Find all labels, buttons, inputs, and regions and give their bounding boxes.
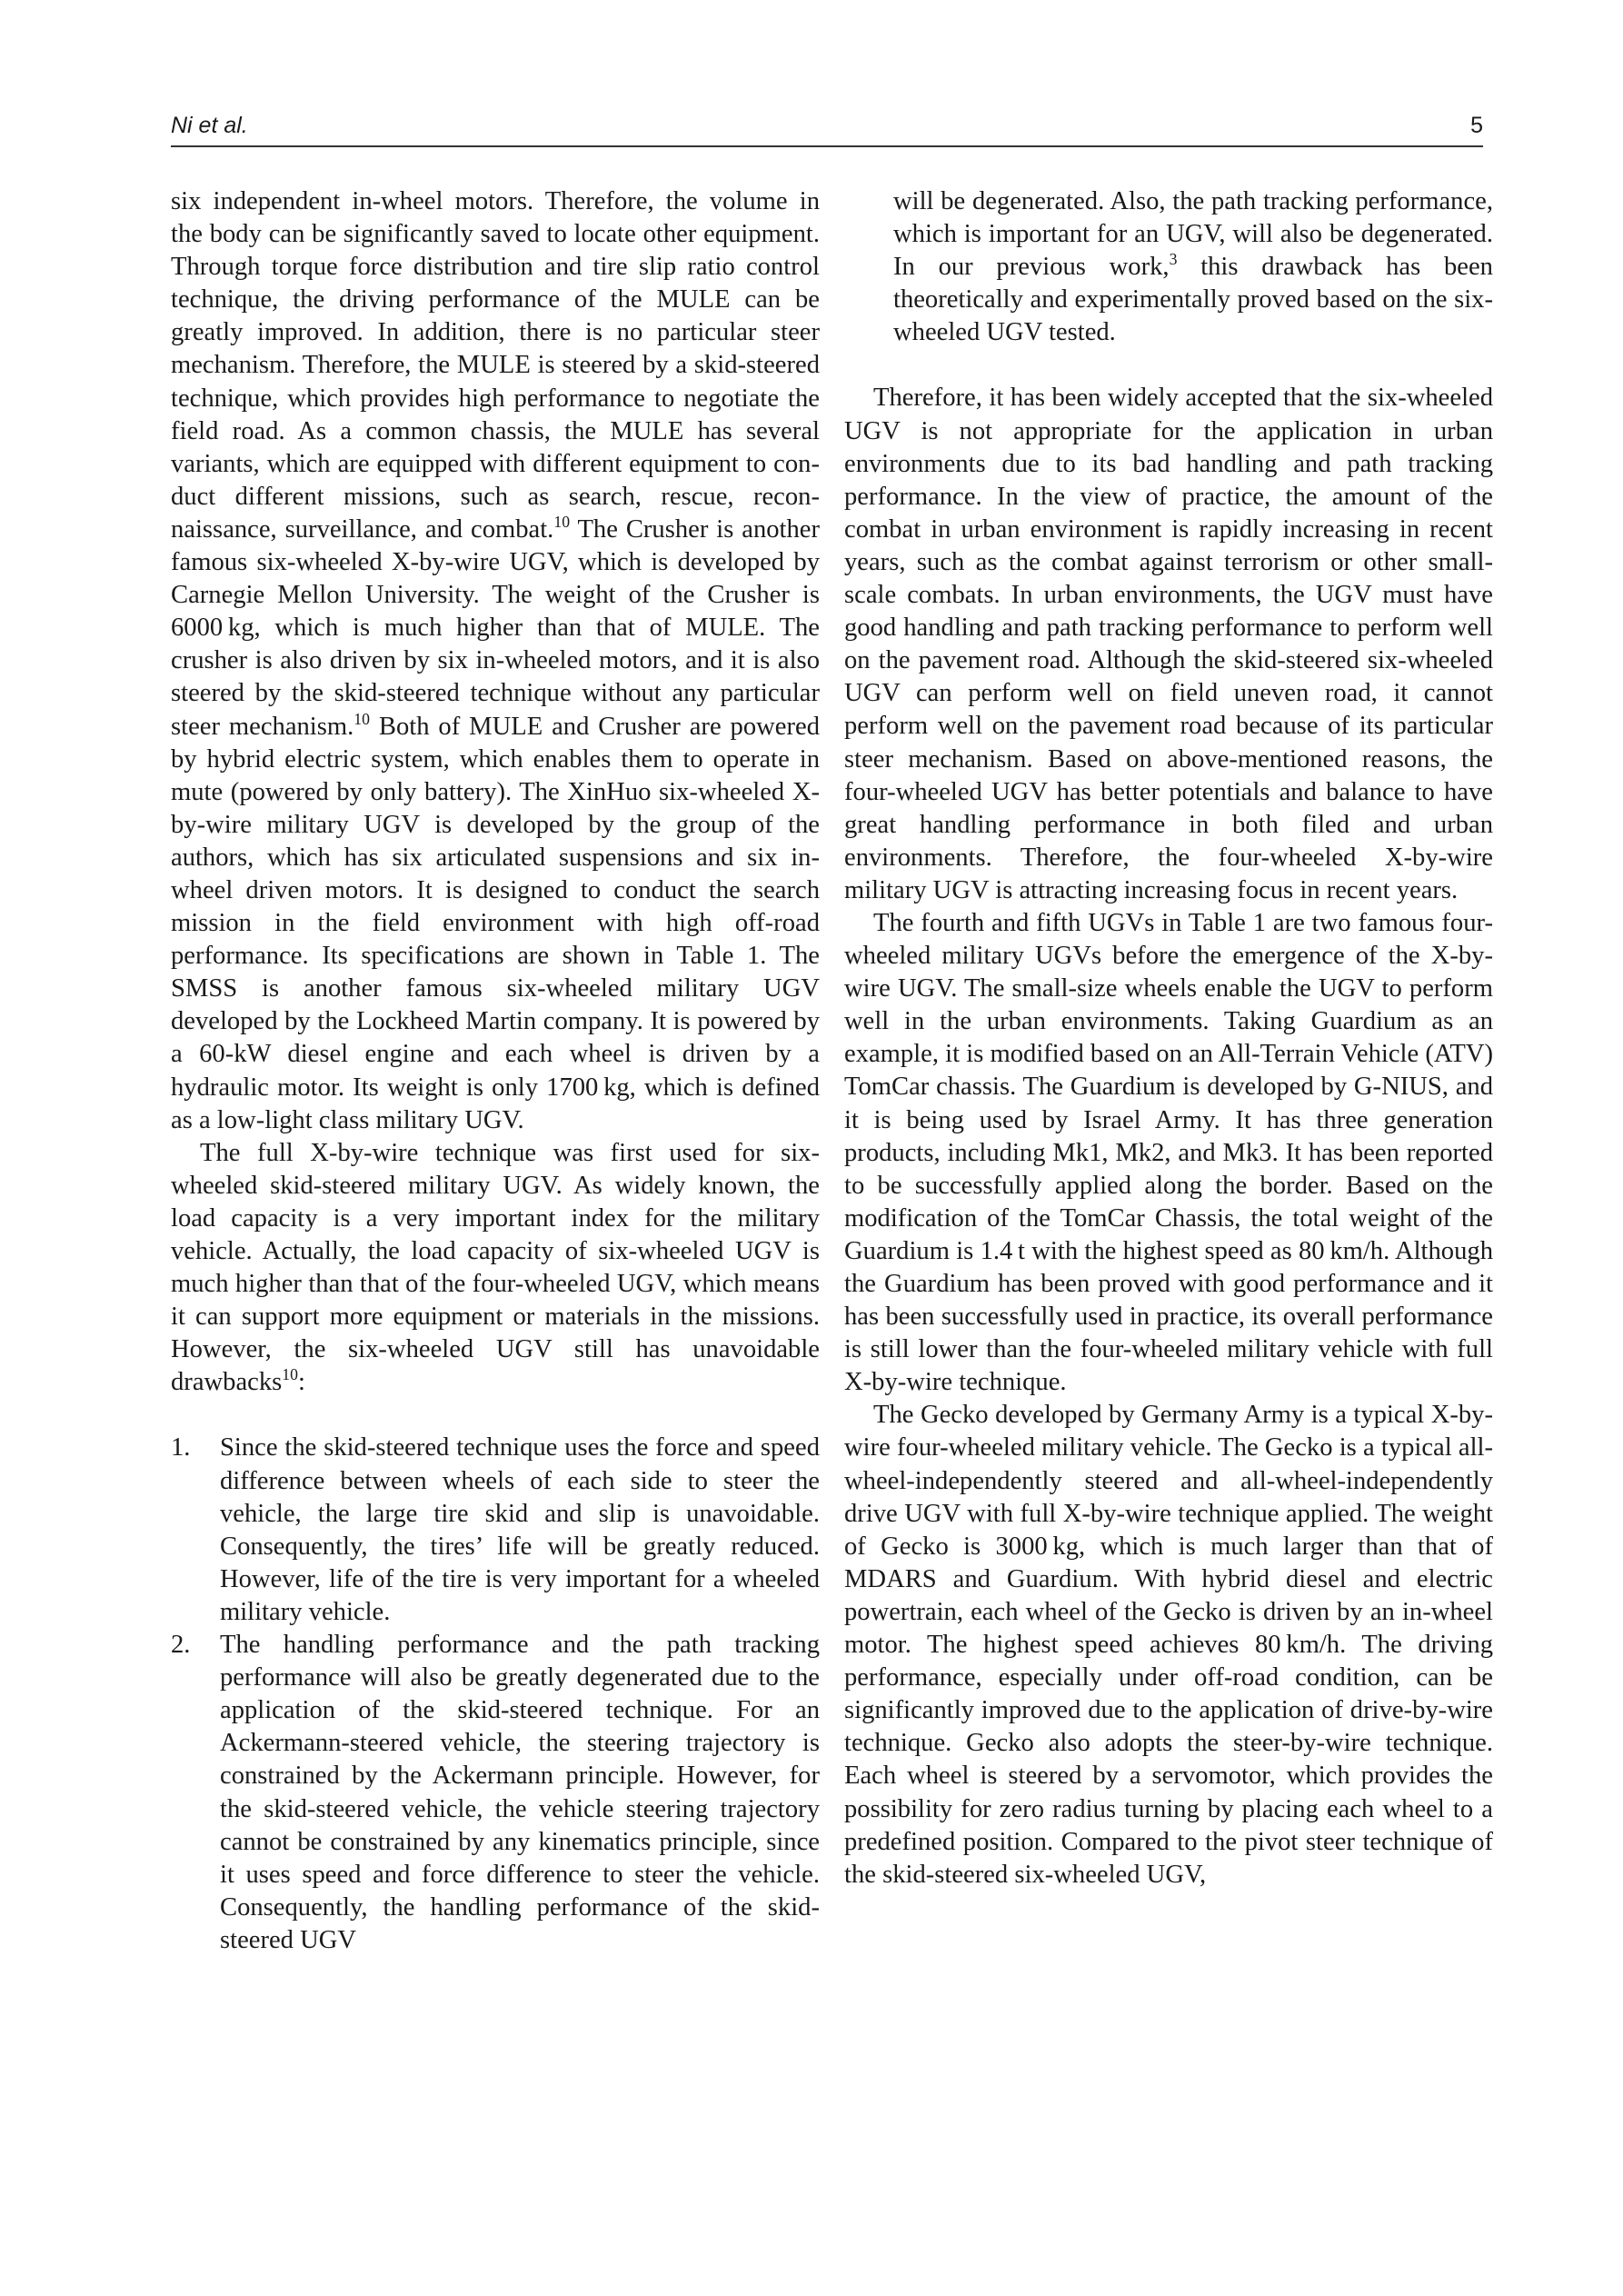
list-item-text: Since the skid-steered technique uses the force and speed difference between wheels of each side to steer the vehicle, the large tire skid and slip is unavoidable. Consequently, the tires’ life will be greatly reduced. However, life of the tire is very important for a wheeled military vehicle. [220,1433,820,1626]
list-item-number: 2. [171,1631,191,1660]
running-header [171,111,1483,147]
reference-citation: 10 [282,1365,298,1384]
paragraph-text: this drawback has been theoretically and experimentally proved based on the six-wheeled UGV tested. [893,253,1493,347]
reference-citation: 10 [553,512,571,531]
body-paragraph: The fourth and fifth UGVs in Table 1 are two famous four-wheeled military UGVs before the emergence of the X-by-wire UGV. The small-size wheels enable the UGV to perform well in the urban environments. Taking Guardium as an example, it is modified based on an All-Terrain Vehicle (ATV) TomCar chassis. The Guardium is developed by G-NIUS, and it is being used by Israel Army. It has three generation products, including Mk1, Mk2, and Mk3. It has been reported to be successfully applied along the border. Based on the modification of the TomCar Chassis, the total weight of the Guardium is 1.4 t with the highest speed as 80 km/h. Although the Guardium has been proved with good performance and it has been successfully used in practice, its overall performance is still lower than the four-wheeled military vehicle with full X-by-wire technique. [844,908,1493,1397]
body-paragraph [171,1137,820,1400]
reference-citation: 3 [1169,250,1178,269]
page-number: 5 [1470,113,1483,138]
reference-citation: 10 [353,709,370,728]
list-item-number: 1. [171,1433,191,1462]
list-item [171,1432,820,1629]
right-column [844,185,1493,1892]
list-end-spacing [844,349,1493,382]
paragraph-text: six independent in-wheel motors. Therefore, the volume in the body can be significantly saved to locate other equipment. Through torque force distribution and tire slip ratio control technique, the driving performance of the MULE can be greatly improved. In addition, there is no particular steer mechanism. Therefore, the MULE is steered by a skid-steered technique, which provides high performance to negotiate the field road. As a common chassis, the MULE has several variants, which are equipped with different equipment to conduct different missions, such as search, rescue, reconnaissance, surveillance, and combat. [171,187,820,544]
paragraph-text: : [297,1368,305,1397]
paragraph-text: will be degenerated. Also, the path tracking performance, which is important for an UGV, will also be degenerated. In our previous work, [893,187,1493,282]
running-head-authors: Ni et al. [171,113,248,138]
left-column [171,185,820,1957]
list-item-continuation [844,185,1493,349]
list-item [171,1629,820,1957]
list-item-text: The handling performance and the path tracking performance will also be greatly degenerated due to the application of the skid-steered technique. For an Ackermann-steered vehicle, the steering trajectory is constrained by the Ackermann principle. However, for the skid-steered vehicle, the vehicle steering trajectory cannot be constrained by any kinematics principle, since it uses speed and force difference to steer the vehicle. Consequently, the handling performance of the skid-steered UGV [220,1631,820,1954]
drawbacks-list [171,1432,820,1957]
body-paragraph: Therefore, it has been widely accepted that the six-wheeled UGV is not appropriate for the application in urban environments due to its bad handling and path tracking performance. In the view of practice, the amount of the combat in urban environment is rapidly increasing in recent years, such as the combat against terrorism or other small-scale combats. In urban environments, the UGV must have good handling and path tracking performance to perform well on the pavement road. Although the skid-steered six-wheeled UGV can perform well on field uneven road, it cannot perform well on the pavement road because of its particular steer mechanism. Based on above-mentioned reasons, the four-wheeled UGV has better potentials and balance to have great handling performance in both filed and urban environments. Therefore, the four-wheeled X-by-wire military UGV is attracting increasing focus in recent years. [844,384,1493,904]
paragraph-text: The Crusher is another famous six-wheeled X-by-wire UGV, which is developed by Carnegie Mellon University. The weight of the Crusher is 6000 kg, which is much higher than that of MULE. The crusher is also driven by six in-wheeled motors, and it is also steered by the skid-steered technique without any particular steer mechanism. [171,514,820,741]
body-paragraph [171,185,820,1137]
paragraph-text: The full X-by-wire technique was first used for six-wheeled skid-steered military UGV. As widely known, the load capacity is a very important index for the military vehicle. Actually, the load capacity of six-wheeled UGV is much higher than that of the four-wheeled UGV, which means it can support more equipment or materials in the missions. However, the six-wheeled UGV still has unavoidable drawbacks [171,1138,820,1397]
body-paragraph: The Gecko developed by Germany Army is a typical X-by-wire four-wheeled military vehicle. The Gecko is a typical all-wheel-independently steered and all-wheel-independently drive UGV with full X-by-wire technique applied. The weight of Gecko is 3000 kg, which is much larger than that of MDARS and Guardium. With hybrid diesel and electric powertrain, each wheel of the Gecko is driven by an in-wheel motor. The highest speed achieves 80 km/h. The driving performance, especially under off-road condition, can be significantly improved due to the application of drive-by-wire technique. Gecko also adopts the steer-by-wire technique. Each wheel is steered by a servomotor, which provides the possibility for zero radius turning by placing each wheel to a predefined position. Compared to the pivot steer technique of the skid-steered six-wheeled UGV, [844,1401,1493,1889]
paragraph-text: Both of MULE and Crusher are powered by hybrid electric system, which enables them to operate in mute (powered by only battery). The XinHuo six-wheeled X-by-wire military UGV is developed by the group of the authors, which has six articulated suspensions and six in-wheel driven motors. It is designed to conduct the search mission in the field environment with high off-road performance. Its specifications are shown in Table 1. The SMSS is another famous six-wheeled military UGV developed by the Lockheed Martin company. It is powered by a 60-kW diesel engine and each wheel is driven by a hydraulic motor. Its weight is only 1700 kg, which is defined as a low-light class military UGV. [171,712,820,1134]
